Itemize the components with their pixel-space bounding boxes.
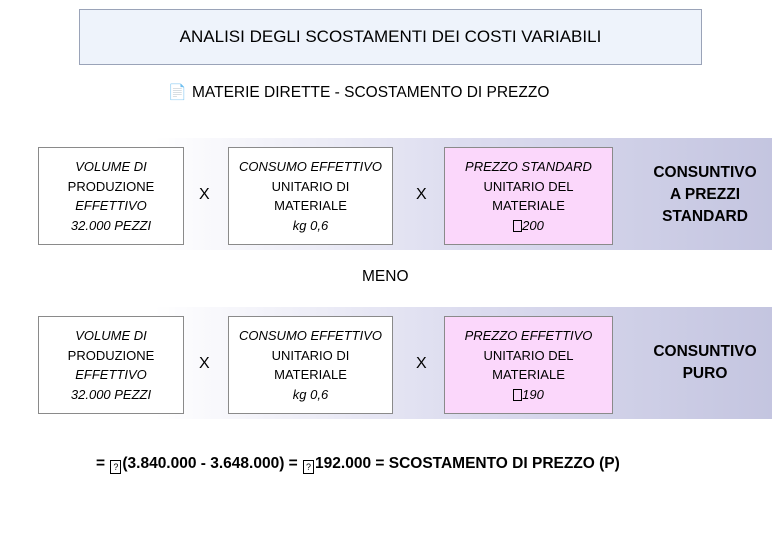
formula-result: 192.000 = SCOSTAMENTO DI PREZZO (P)	[315, 455, 620, 472]
row2-multiply-1: X	[199, 355, 210, 372]
row2-volume-line3: EFFETTIVO	[75, 367, 147, 382]
row2-volume-line4: 32.000 PEZZI	[70, 386, 152, 402]
missing-glyph-icon	[513, 389, 522, 401]
row2-volume-card	[38, 316, 184, 414]
row1-prezzo-card	[444, 147, 613, 245]
row1-prezzo-line3: MATERIALE	[492, 198, 565, 213]
row2-result-line2: PURO	[682, 365, 728, 382]
row1-result-line2: A PREZZI	[669, 186, 741, 203]
row2-prezzo-card	[444, 316, 613, 414]
row2-prezzo-line2: UNITARIO DEL	[483, 347, 574, 363]
row2-prezzo-line3: MATERIALE	[492, 367, 565, 382]
row1-volume-line2: PRODUZIONE	[67, 178, 155, 194]
row2-consumo-card	[228, 316, 393, 414]
row1-prezzo-value: 200	[522, 217, 544, 233]
row1-volume-line4: 32.000 PEZZI	[70, 217, 152, 233]
row2-prezzo-line1: PREZZO EFFETTIVO	[464, 328, 593, 343]
row1-consumo-card	[228, 147, 393, 245]
section-subtitle	[168, 84, 549, 102]
row2-consumo-line3: MATERIALE	[274, 367, 347, 382]
row2-consumo-line4: kg 0,6	[292, 386, 329, 402]
missing-glyph-icon	[513, 220, 522, 232]
row1-consumo-line2: UNITARIO DI	[271, 178, 350, 194]
row1-volume-card	[38, 147, 184, 245]
row2-multiply-2: X	[416, 355, 427, 372]
missing-glyph-icon: ?	[110, 460, 121, 474]
row1-prezzo-line1: PREZZO STANDARD	[465, 159, 592, 174]
row2-prezzo-value-line	[513, 385, 544, 405]
page-title: ANALISI DEGLI SCOSTAMENTI DEI COSTI VARIABILI	[179, 27, 602, 46]
row1-volume-line1: VOLUME DI	[75, 159, 147, 174]
row1-consumo-line1: CONSUMO EFFETTIVO	[239, 159, 382, 174]
row2-result	[632, 341, 778, 385]
formula-expression: (3.840.000 - 3.648.000) =	[122, 455, 303, 472]
row1-volume-line3: EFFETTIVO	[75, 198, 147, 213]
meno-label: MENO	[362, 268, 409, 285]
row1-consumo-line3: MATERIALE	[274, 198, 347, 213]
note-icon: 📄	[168, 84, 187, 101]
row2-result-line1: CONSUNTIVO	[653, 343, 757, 360]
row2-consumo-line2: UNITARIO DI	[271, 347, 350, 363]
row1-multiply-2: X	[416, 186, 427, 203]
row1-result-line3: STANDARD	[662, 208, 748, 225]
row1-consumo-line4: kg 0,6	[292, 217, 329, 233]
row2-prezzo-value: 190	[522, 386, 544, 402]
row1-prezzo-value-line	[513, 216, 544, 236]
row1-result	[632, 162, 778, 228]
row1-prezzo-line2: UNITARIO DEL	[483, 178, 574, 194]
formula-line	[96, 455, 620, 474]
formula-prefix: =	[96, 455, 110, 472]
row2-consumo-line1: CONSUMO EFFETTIVO	[239, 328, 382, 343]
row1-multiply-1: X	[199, 186, 210, 203]
subtitle-text: MATERIE DIRETTE - SCOSTAMENTO DI PREZZO	[192, 84, 550, 101]
row2-volume-line2: PRODUZIONE	[67, 347, 155, 363]
row1-result-line1: CONSUNTIVO	[653, 164, 757, 181]
row2-volume-line1: VOLUME DI	[75, 328, 147, 343]
title-box	[79, 9, 702, 65]
missing-glyph-icon: ?	[303, 460, 314, 474]
